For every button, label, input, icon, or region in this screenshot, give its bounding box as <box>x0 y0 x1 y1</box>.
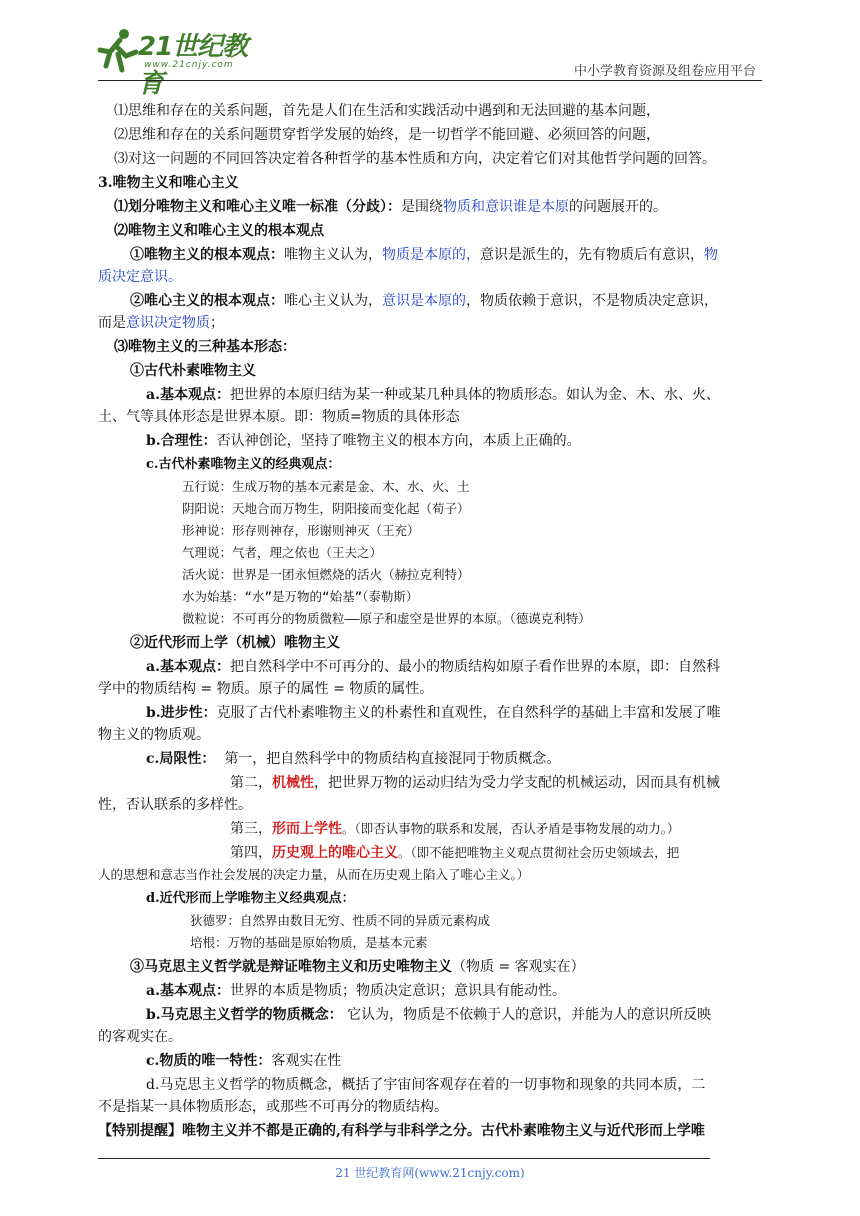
red-highlight: 历史观上的唯心主义 <box>272 845 398 861</box>
text: ，物质依赖于意识，不是物质决定意识， <box>466 293 718 309</box>
text-line <box>130 244 718 266</box>
term: a.基本观点： <box>146 659 230 675</box>
text-line <box>146 656 720 678</box>
red-highlight: 机械性 <box>272 775 314 791</box>
logo-url: www.21cnjy.com <box>144 60 234 70</box>
text-line <box>230 818 680 840</box>
term: ⑴划分唯物主义和唯心主义唯一标准（分歧）： <box>114 199 401 215</box>
text-line <box>130 290 718 312</box>
runner-logo-icon <box>92 26 142 76</box>
subheading: ②近代形而上学（机械）唯物主义 <box>130 635 340 651</box>
text-line <box>130 956 585 978</box>
text: 世界的本质是物质；物质决定意识；意识具有能动性。 <box>229 983 566 999</box>
text: 把世界的本原归结为某一种或某几种具体的物质形态。如认为金、木、水、火、 <box>229 387 720 403</box>
text-line <box>146 980 566 1002</box>
footer-divider <box>98 1158 710 1159</box>
text-line: ⑴思维和存在的关系问题，首先是人们在生活和实践活动中遇到和无法回避的基本问题， <box>114 103 660 119</box>
quote-line: 微粒说：不可再分的物质微粒——原子和虚空是世界的本原。（德谟克利特） <box>182 611 591 626</box>
text-line: 不是指某一具体物质形态，或那些不可再分的物质结构。 <box>98 1099 448 1115</box>
text-line <box>114 196 667 218</box>
text-line: ⑶对这一问题的不同回答决定着各种哲学的基本性质和方向，决定着它们对其他哲学问题的回答。 <box>114 151 716 167</box>
subheading: ⑶唯物主义的三种基本形态： <box>114 339 296 355</box>
text-line: 土、气等具体形态是世界本原。即：物质=物质的具体形态 <box>98 409 460 425</box>
text-line: 学中的物质结构 = 物质。原子的属性 = 物质的属性。 <box>98 681 434 697</box>
text-line: 人的思想和意志当作社会发展的决定力量，从而在历史观上陷入了唯心主义。） <box>98 867 530 882</box>
text: 第二， <box>230 775 272 791</box>
note-label: 【特别提醒】唯物主义并不都是正确的,有科学与非科学之分。 <box>98 1123 481 1139</box>
term: c.物质的唯一特性： <box>146 1053 272 1069</box>
term: a.基本观点： <box>146 387 230 403</box>
red-highlight: 形而上学性 <box>272 821 342 837</box>
text-line: 物主义的物质观。 <box>98 727 210 743</box>
text-line <box>146 1004 711 1026</box>
section-heading: 3.唯物主义和唯心主义 <box>98 175 239 191</box>
text-line <box>230 772 720 794</box>
term: b.进步性： <box>146 705 217 721</box>
subheading: d.近代形而上学唯物主义经典观点： <box>146 891 355 906</box>
quote-line: 培根：万物的基础是原始物质，是基本元素 <box>190 935 428 950</box>
quote-line: 阴阳说：天地合而万物生，阴阳接而变化起（荀子） <box>182 501 470 516</box>
subheading: ①古代朴素唯物主义 <box>130 363 256 379</box>
text: 否认神创论，坚持了唯物主义的根本方向，本质上正确的。 <box>216 433 581 449</box>
text: 第三， <box>230 821 272 837</box>
term: ②唯心主义的根本观点： <box>130 293 284 309</box>
text: 第四， <box>230 845 272 861</box>
text-line: d.马克思主义哲学的物质概念，概括了宇宙间客观存在着的一切事物和现象的共同本质，二 <box>146 1077 706 1093</box>
text: 是围绕 <box>401 199 443 215</box>
text-line <box>98 312 224 334</box>
text: 。（即不能把唯物主义观点贯彻社会历史领域去，把 <box>398 845 680 860</box>
text: 唯心主义认为， <box>284 293 382 309</box>
quote-line: 狄德罗：自然界由数目无穷、性质不同的异质元素构成 <box>190 913 491 928</box>
subheading: ⑵唯物主义和唯心主义的根本观点 <box>114 223 324 239</box>
text: 而是 <box>98 315 126 331</box>
term: a.基本观点： <box>146 983 230 999</box>
term: b.合理性： <box>146 433 217 449</box>
term: c.局限性： <box>146 751 216 767</box>
text: 意识是派生的，先有物质后有意识， <box>480 247 704 263</box>
highlight: 意识是本原的 <box>382 293 466 309</box>
text-line: 的客观实在。 <box>98 1029 182 1045</box>
term: b.马克思主义哲学的物质概念： <box>146 1007 343 1023</box>
highlight-line: 质决定意识。 <box>98 269 182 285</box>
text: ，把世界万物的运动归结为受力学支配的机械运动，因而具有机械 <box>314 775 720 791</box>
header-divider <box>98 80 762 81</box>
note-text: 古代朴素唯物主义与近代形而上学唯 <box>480 1123 705 1139</box>
text: 。（即否认事物的联系和发展，否认矛盾是事物发展的动力。） <box>342 821 680 836</box>
text-line <box>230 842 679 864</box>
term: ①唯物主义的根本观点： <box>130 247 284 263</box>
text-line <box>146 748 560 770</box>
text: 唯物主义认为， <box>284 247 382 263</box>
term: ③马克思主义哲学就是辩证唯物主义和历史唯物主义 <box>130 959 452 975</box>
quote-line: 活火说：世界是一团永恒燃烧的活火（赫拉克利特） <box>182 567 470 582</box>
highlight: 物质是本原的， <box>382 247 480 263</box>
highlight: 意识决定物质 <box>126 315 210 331</box>
text-line <box>146 702 721 724</box>
text: （物质 = 客观实在） <box>452 959 585 975</box>
text-line <box>146 1050 341 1072</box>
logo-text: 21世纪教育 <box>138 32 248 99</box>
text: ； <box>210 315 224 331</box>
text-line <box>146 430 581 452</box>
text-line <box>146 384 720 406</box>
quote-line: 形神说：形存则神存，形谢则神灭（王充） <box>182 523 420 538</box>
text: 客观实在性 <box>271 1053 342 1069</box>
platform-name: 中小学教育资源及组卷应用平台 <box>573 64 756 79</box>
text: 第一，把自然科学中的物质结构直接混同于物质概念。 <box>224 751 561 767</box>
footer-link[interactable]: 21 世纪教育网(www.21cnjy.com) <box>335 1166 525 1180</box>
text: 把自然科学中不可再分的、最小的物质结构如原子看作世界的本原，即：自然科 <box>229 659 720 675</box>
logo <box>92 26 262 99</box>
quote-line: 水为始基：“水”是万物的“始基”（泰勒斯） <box>182 589 419 604</box>
text: 它认为，物质是不依赖于人的意识，并能为人的意识所反映 <box>347 1007 712 1023</box>
text-line: 性，否认联系的多样性。 <box>98 797 252 813</box>
text: 的问题展开的。 <box>569 199 667 215</box>
quote-line: 五行说：生成万物的基本元素是金、木、水、火、土 <box>182 479 470 494</box>
quote-line: 气理说：气者，理之依也（王夫之） <box>182 545 383 560</box>
special-note <box>98 1120 705 1142</box>
highlight: 物质和意识谁是本原 <box>443 199 569 215</box>
text: 克服了古代朴素唯物主义的朴素性和直观性，在自然科学的基础上丰富和发展了唯 <box>216 705 721 721</box>
highlight: 物 <box>704 247 718 263</box>
text-line: ⑵思维和存在的关系问题贯穿哲学发展的始终，是一切哲学不能回避、必须回答的问题， <box>114 127 660 143</box>
subheading: c.古代朴素唯物主义的经典观点： <box>146 457 341 472</box>
